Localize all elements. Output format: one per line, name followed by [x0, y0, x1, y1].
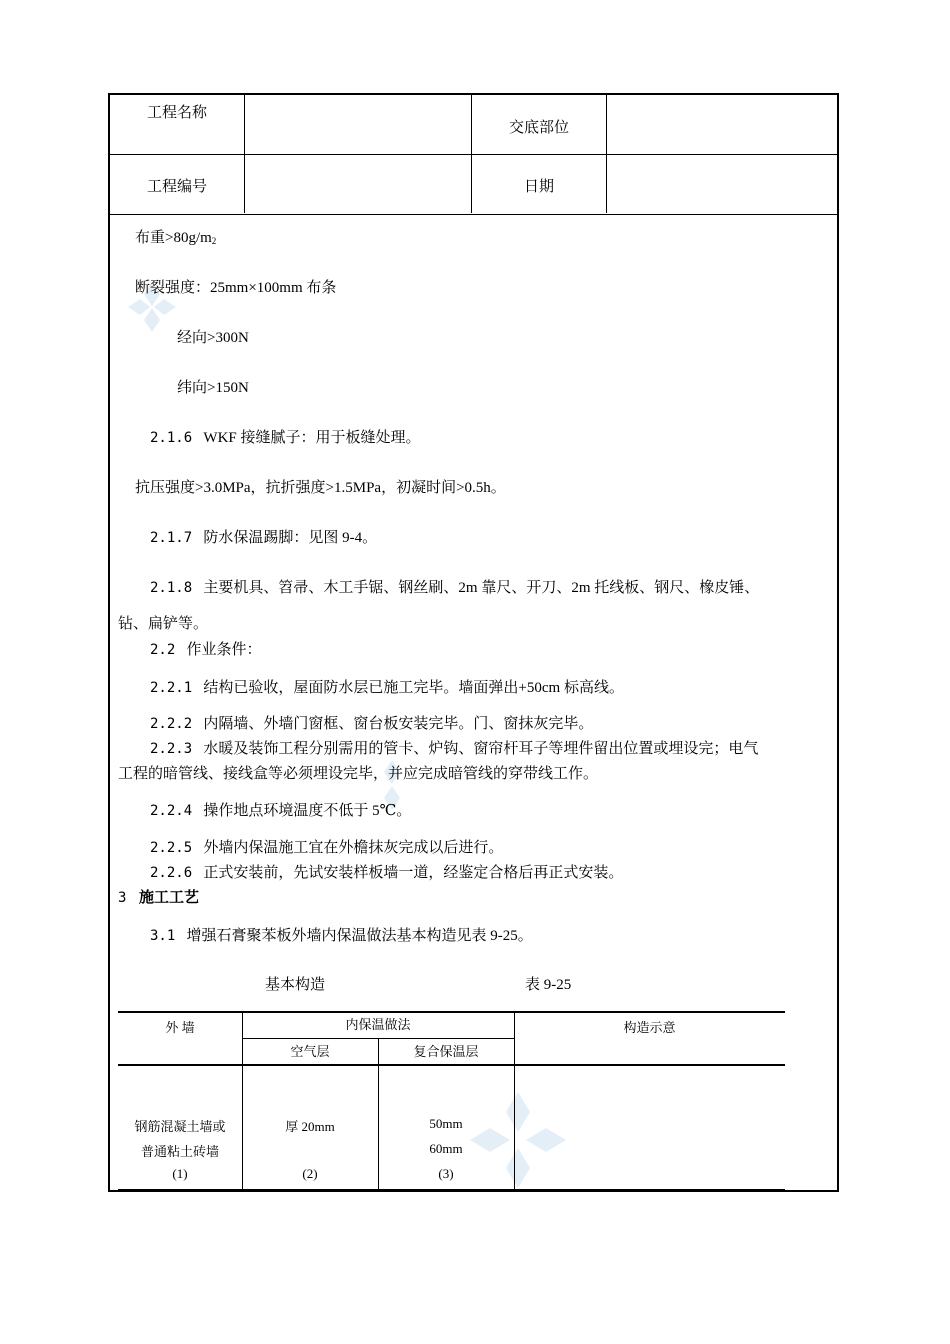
col-method-header: 内保温做法: [345, 1017, 411, 1032]
section-text: 正式安装前，先试安装样板墙一道，经鉴定合格后再正式安装。: [203, 865, 624, 881]
section-text: 内隔墙、外墙门窗框、窗台板安装完毕。门、窗抹灰完毕。: [203, 716, 594, 732]
section-title: 施工工艺: [138, 889, 199, 906]
section-number: 2.2: [150, 642, 176, 658]
section-3-1: [150, 924, 533, 945]
fabric-weight-unit-sub: 2: [211, 236, 217, 246]
section-2-1-8-cont: 钻、扁铲等。: [118, 616, 209, 632]
section-number: 2.2.5: [150, 840, 193, 856]
section-number: 3: [118, 890, 127, 906]
section-text: 作业条件：: [186, 642, 262, 658]
header-divider: [244, 95, 245, 213]
section-text: 水暖及装饰工程分别需用的管卡、炉钩、窗帘杆耳子等埋件留出位置或埋设完；电气: [203, 741, 759, 757]
section-text: 结构已验收，屋面防水层已施工完毕。墙面弹出+50cm 标高线。: [203, 680, 624, 696]
section-2-2-3: [150, 737, 758, 758]
cell-composite-50: 50mm: [429, 1116, 463, 1131]
fabric-weight: [135, 226, 216, 247]
section-3-heading: [118, 886, 199, 907]
section-2-2-5: [150, 836, 503, 857]
section-number: 2.2.2: [150, 716, 193, 732]
section-text: 外墙内保温施工宜在外檐抹灰完成以后进行。: [203, 840, 504, 856]
section-2-2-6: [150, 861, 623, 882]
section-number: 2.2.6: [150, 865, 193, 881]
project-no-label: 工程编号: [146, 179, 207, 195]
section-2-1-6: [150, 426, 421, 447]
section-text: 增强石膏聚苯板外墙内保温做法基本构造见表 9-25。: [186, 928, 533, 944]
section-number: 2.2.3: [150, 741, 193, 757]
breaking-strength: 断裂强度：25mm×100mm 布条: [135, 280, 337, 296]
section-text: 主要机具、笤帚、木工手锯、钢丝刷、2m 靠尺、开刀、2m 托线板、钢尺、橡皮锤、: [203, 580, 760, 596]
section-number: 2.2.1: [150, 680, 193, 696]
section-2-2-3-cont: 工程的暗管线、接线盒等必须埋设完毕，并应完成暗管线的穿带线工作。: [118, 766, 599, 782]
col-diagram-header: 构造示意: [623, 1020, 676, 1035]
section-number: 2.1.6: [150, 430, 193, 446]
cell-wall-line2: 普通粘土砖墙: [140, 1144, 219, 1159]
table-col-divider: [514, 1012, 515, 1190]
table-top-rule: [118, 1011, 785, 1013]
warp-strength: 经向>300N: [177, 330, 249, 346]
section-text: WKF 接缝腻子：用于板缝处理。: [203, 430, 421, 446]
cell-wall-line1: 钢筋混凝土墙或: [134, 1119, 226, 1134]
table-number: 表 9-25: [525, 977, 572, 993]
cell-wall-index: (1): [172, 1166, 188, 1181]
section-2-2-4: [150, 799, 411, 820]
section-2-1-8: [150, 576, 759, 597]
fabric-weight-text: 布重>80g/m: [135, 230, 212, 246]
section-text: 防水保温踢脚：见图 9-4。: [203, 530, 378, 546]
cell-composite-60: 60mm: [429, 1141, 463, 1156]
table-bottom-rule: [118, 1189, 785, 1191]
col-air-header: 空气层: [290, 1044, 330, 1059]
date-label: 日期: [523, 179, 554, 195]
section-number: 2.2.4: [150, 803, 193, 819]
part-label: 交底部位: [508, 120, 569, 136]
section-number: 2.1.8: [150, 580, 193, 596]
section-2-2-2: [150, 712, 593, 733]
cell-air-index: (2): [302, 1166, 318, 1181]
section-2-2: [150, 638, 262, 659]
table-caption: 基本构造: [265, 977, 326, 993]
section-2-1-7: [150, 526, 377, 547]
project-name-label: 工程名称: [146, 105, 207, 121]
section-number: 2.1.7: [150, 530, 193, 546]
section-2-2-1: [150, 676, 624, 697]
section-text: 操作地点环境温度不低于 5℃。: [203, 803, 412, 819]
col-wall-header: 外 墙: [165, 1020, 195, 1035]
section-number: 3.1: [150, 928, 176, 944]
cell-air-value: 厚 20mm: [285, 1119, 335, 1134]
table-header-rule: [118, 1064, 785, 1066]
cell-composite-index: (3): [438, 1166, 454, 1181]
table-col-divider: [242, 1012, 243, 1190]
header-divider: [606, 95, 607, 213]
weft-strength: 纬向>150N: [177, 380, 249, 396]
col-composite-header: 复合保温层: [413, 1044, 479, 1059]
putty-strength: 抗压强度>3.0MPa，抗折强度>1.5MPa，初凝时间>0.5h。: [135, 480, 506, 496]
